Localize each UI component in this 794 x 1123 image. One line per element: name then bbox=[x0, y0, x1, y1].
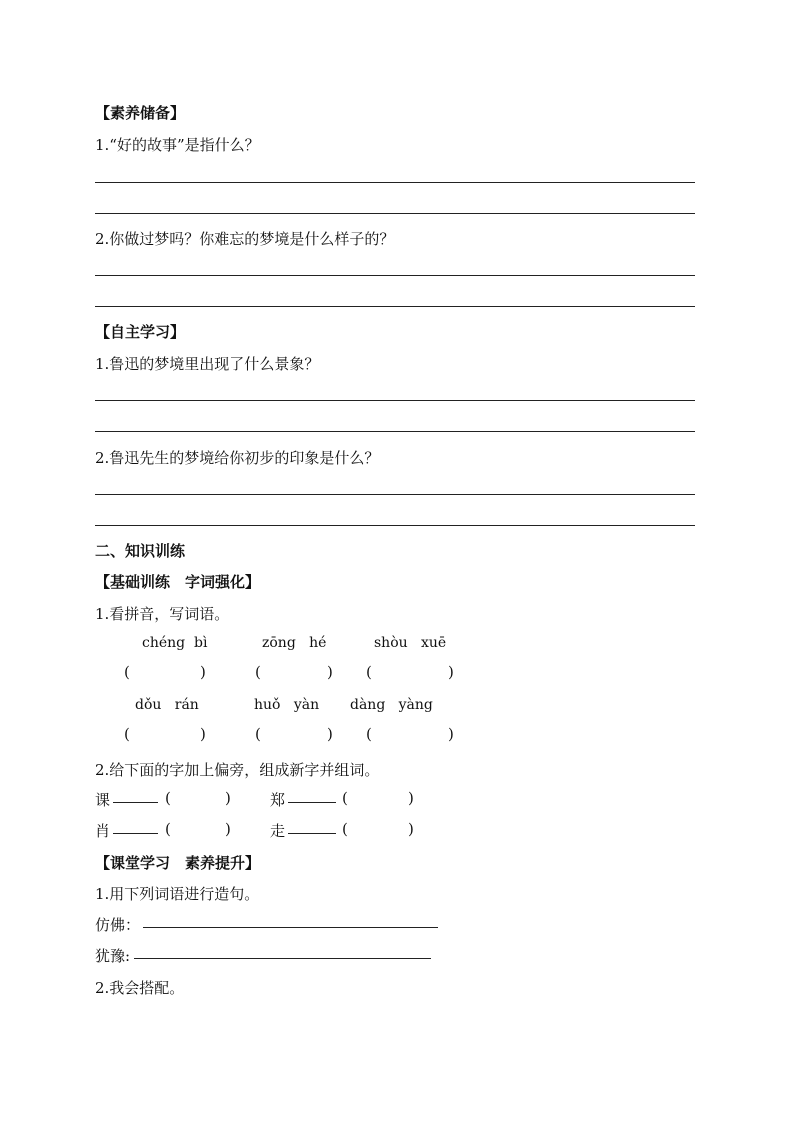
answer-line bbox=[95, 306, 695, 307]
paren-close: ) bbox=[408, 820, 414, 838]
pinyin-item: chéng bì bbox=[142, 635, 208, 651]
answer-line bbox=[95, 400, 695, 401]
question-class-1: 1.用下列词语进行造句。 bbox=[95, 885, 260, 903]
pinyin-item: dǒu rán bbox=[135, 697, 199, 713]
paren-close: ) bbox=[225, 789, 231, 807]
answer-line bbox=[95, 213, 695, 214]
section-header-self: 【自主学习】 bbox=[95, 323, 186, 341]
question-basic-1: 1.看拼音，写词语。 bbox=[95, 605, 230, 623]
paren-open: ( bbox=[165, 820, 171, 838]
paren-close: ) bbox=[448, 663, 454, 681]
paren-close: ) bbox=[327, 725, 333, 743]
paren-open: ( bbox=[124, 663, 130, 681]
section-header-class: 【课堂学习 素养提升】 bbox=[95, 854, 261, 872]
paren-open: ( bbox=[342, 789, 348, 807]
answer-line bbox=[95, 494, 695, 495]
question-class-2: 2.我会搭配。 bbox=[95, 979, 185, 997]
radical-blank bbox=[288, 821, 336, 834]
paren-open: ( bbox=[366, 663, 372, 681]
sentence-word: 仿佛： bbox=[95, 916, 141, 934]
radical-char: 肖 bbox=[95, 822, 111, 840]
section-header-basic: 【基础训练 字词强化】 bbox=[95, 573, 261, 591]
pinyin-item: dàng yàng bbox=[350, 697, 433, 713]
paren-close: ) bbox=[200, 725, 206, 743]
paren-open: ( bbox=[342, 820, 348, 838]
paren-open: ( bbox=[255, 725, 261, 743]
paren-open: ( bbox=[255, 663, 261, 681]
paren-close: ) bbox=[327, 663, 333, 681]
pinyin-item: huǒ yàn bbox=[254, 697, 320, 713]
paren-open: ( bbox=[124, 725, 130, 743]
section-header-prep: 【素养储备】 bbox=[95, 104, 186, 122]
radical-blank bbox=[288, 790, 336, 803]
radical-char: 郑 bbox=[270, 791, 286, 809]
sentence-blank bbox=[134, 946, 431, 959]
answer-line bbox=[95, 182, 695, 183]
paren-close: ) bbox=[448, 725, 454, 743]
paren-close: ) bbox=[225, 820, 231, 838]
answer-line bbox=[95, 431, 695, 432]
radical-char: 课 bbox=[95, 791, 111, 809]
sentence-word: 犹豫: bbox=[95, 947, 131, 965]
paren-open: ( bbox=[366, 725, 372, 743]
question-prep-1: 1.“好的故事”是指什么？ bbox=[95, 136, 260, 154]
radical-char: 走 bbox=[270, 822, 286, 840]
question-self-1: 1.鲁迅的梦境里出现了什么景象？ bbox=[95, 355, 320, 373]
pinyin-item: shòu xuē bbox=[374, 635, 447, 651]
question-basic-2: 2.给下面的字加上偏旁，组成新字并组词。 bbox=[95, 761, 380, 779]
part-two-header: 二、知识训练 bbox=[95, 542, 186, 560]
answer-line bbox=[95, 525, 695, 526]
paren-open: ( bbox=[165, 789, 171, 807]
radical-blank bbox=[113, 790, 158, 803]
paren-close: ) bbox=[408, 789, 414, 807]
pinyin-item: zōng hé bbox=[262, 635, 327, 651]
question-prep-2: 2.你做过梦吗？你难忘的梦境是什么样子的？ bbox=[95, 230, 395, 248]
question-self-2: 2.鲁迅先生的梦境给你初步的印象是什么？ bbox=[95, 449, 380, 467]
radical-blank bbox=[113, 821, 158, 834]
sentence-blank bbox=[143, 915, 438, 928]
paren-close: ) bbox=[200, 663, 206, 681]
answer-line bbox=[95, 275, 695, 276]
